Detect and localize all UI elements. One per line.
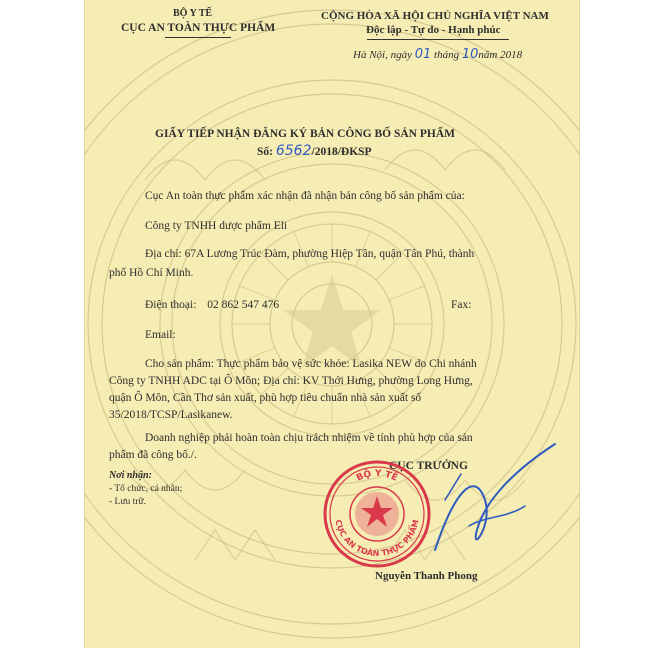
drum-star-icon bbox=[283, 274, 381, 368]
recipient-item-2: - Lưu trữ. bbox=[109, 497, 146, 507]
date-prefix: Hà Nội, ngày bbox=[353, 49, 412, 61]
responsibility-line-1: Doanh nghiệp phải hoàn toàn chịu trách nhiệm về tính phù hợp của sản bbox=[145, 432, 473, 444]
country-name: CỘNG HÒA XÃ HỘI CHỦ NGHĨA VIỆT NAM bbox=[321, 10, 549, 22]
responsibility-line-2: phẩm đã công bố./. bbox=[109, 449, 197, 461]
signer-title: CỤC TRƯỞNG bbox=[389, 460, 468, 472]
company-name: Công ty TNHH dược phẩm Eli bbox=[145, 220, 288, 232]
fax-label: Fax: bbox=[451, 299, 472, 311]
signer-name: Nguyễn Thanh Phong bbox=[375, 570, 478, 582]
agency-underline bbox=[165, 37, 231, 38]
address-line-1: Địa chỉ: 67A Lương Trúc Đàm, phường Hiệp Tân, quận Tân Phú, thành bbox=[145, 248, 475, 260]
seal-bottom-text: CỤC AN TOÀN THỰC PHẨM bbox=[333, 518, 421, 559]
number-suffix: /2018/ĐKSP bbox=[311, 146, 372, 158]
national-motto: Độc lập - Tự do - Hạnh phúc bbox=[366, 24, 501, 36]
recipient-item-1: - Tổ chức, cá nhân; bbox=[109, 484, 183, 494]
motto-underline bbox=[367, 39, 509, 40]
intro-text: Cục An toàn thực phẩm xác nhận đã nhận bản công bố sản phẩm của: bbox=[145, 190, 465, 202]
agency-name: CỤC AN TOÀN THỰC PHẨM bbox=[121, 22, 276, 34]
number-handwritten: 6562 bbox=[275, 143, 312, 159]
date-year-label: năm 2018 bbox=[478, 49, 523, 61]
document-title: GIẤY TIẾP NHẬN ĐĂNG KÝ BẢN CÔNG BỐ SẢN PHẨM bbox=[155, 128, 455, 140]
drum-ray bbox=[389, 286, 424, 301]
issue-date bbox=[353, 47, 522, 62]
product-line-3: quận Ô Môn, Cần Thơ sản xuất, phù hợp tiêu chuẩn nhà sản xuất số bbox=[109, 392, 422, 404]
number-label: Số: bbox=[257, 146, 273, 158]
document-page bbox=[84, 0, 580, 648]
address-line-2: phố Hồ Chí Minh. bbox=[109, 267, 194, 279]
recipients-label: Nơi nhận: bbox=[109, 470, 152, 481]
product-line-4: 35/2018/TCSP/Lasikanew. bbox=[109, 409, 233, 421]
seal-top-text: BỘ Y TẾ bbox=[355, 468, 399, 484]
handwritten-signature-icon bbox=[415, 430, 565, 600]
date-month-label: tháng bbox=[434, 49, 460, 61]
date-day: 01 bbox=[414, 47, 432, 62]
product-line-1: Cho sản phẩm: Thực phẩm bảo vệ sức khỏe: Lasika NEW do Chi nhánh bbox=[145, 358, 477, 370]
ministry-name: BỘ Y TẾ bbox=[173, 8, 213, 19]
phone-label: Điện thoại: bbox=[145, 299, 197, 311]
phone-value: 02 862 547 476 bbox=[207, 299, 280, 311]
phone-row bbox=[145, 299, 279, 311]
product-line-2: Công ty TNHH ADC tại Ô Môn; Địa chỉ: KV Thới Hưng, phường Long Hưng, bbox=[109, 375, 473, 387]
email-label: Email: bbox=[145, 329, 176, 341]
document-number bbox=[257, 143, 372, 159]
date-month: 10 bbox=[461, 47, 479, 62]
